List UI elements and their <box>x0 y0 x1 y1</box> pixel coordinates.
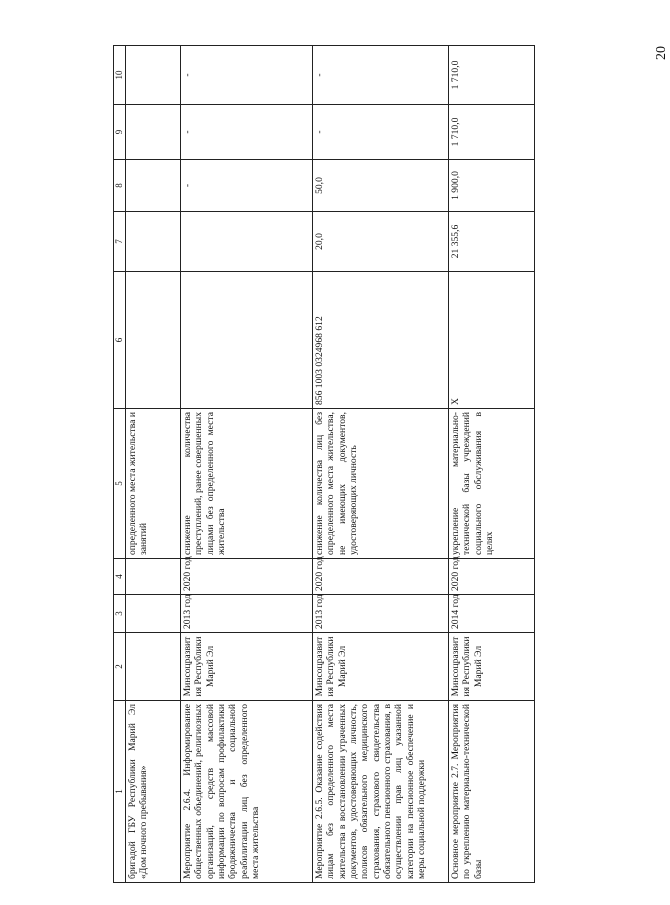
program-table-sheet <box>113 46 538 883</box>
col-header-7: 7 <box>114 212 126 272</box>
end-year-cell: 2020 год <box>449 559 535 595</box>
program-measures-table <box>113 45 535 883</box>
start-year-cell: 2014 год <box>449 595 535 633</box>
measure-name-cell: Мероприятие 2.6.4. Информирование общественных объединений, религиозных организаций, средств массовой информации по вопросам профилактики бродяжничества и социальной реабилитации лиц без определенного места жительства <box>181 701 313 883</box>
year-amount-cell: - <box>181 160 313 212</box>
budget-code-cell: Х <box>449 272 535 409</box>
end-year-cell <box>126 559 181 595</box>
col-header-3: 3 <box>114 595 126 633</box>
measure-name-cell: Основное мероприятие 2.7. Мероприятия по укреплению материально-технической базы <box>449 701 535 883</box>
executor-cell <box>126 633 181 701</box>
expected-result-cell: снижение количества преступлений, ранее совершенных лицами без определенного места жительства <box>181 409 313 559</box>
end-year-cell: 2020 год <box>181 559 313 595</box>
col-header-5: 5 <box>114 409 126 559</box>
measure-name-cell: Мероприятие 2.6.5. Оказание содействия лицам без определенного места жительства в восстановлении утраченных документов, удостоверяющих личность, полисов обязательного медицинского страхования, страхового свидетельства обязательного пенсионного страхования, в осуществлении прав лиц указанной категории на пенсионное обеспечение и меры социальной поддержки <box>313 701 449 883</box>
col-header-4: 4 <box>114 559 126 595</box>
total-amount-cell: 21 355,6 <box>449 212 535 272</box>
col-header-2: 2 <box>114 633 126 701</box>
start-year-cell: 2013 год <box>181 595 313 633</box>
total-amount-cell: 20,0 <box>313 212 449 272</box>
table-row <box>181 46 313 883</box>
year-amount-cell: - <box>181 105 313 160</box>
measure-name-cell: бригадой ГБУ Республики Марий Эл «Дом ночного пребывания» <box>126 701 181 883</box>
expected-result-cell: укрепление материально-технической базы учреждений социального обслуживания в целях <box>449 409 535 559</box>
col-header-6: 6 <box>114 272 126 409</box>
total-amount-cell <box>126 212 181 272</box>
executor-cell: Минсоцразвития Республики Марий Эл <box>313 633 449 701</box>
col-header-1: 1 <box>114 701 126 883</box>
year-amount-cell: 50,0 <box>313 160 449 212</box>
page-number: 20 <box>654 46 669 60</box>
year-amount-cell <box>126 46 181 105</box>
year-amount-cell: 1 710,0 <box>449 105 535 160</box>
year-amount-cell: - <box>181 46 313 105</box>
expected-result-cell: снижение количества лиц без определенного места жительства, не имеющих документов, удостоверяющих личность <box>313 409 449 559</box>
executor-cell: Минсоцразвития Республики Марий Эл <box>449 633 535 701</box>
total-amount-cell <box>181 212 313 272</box>
col-header-8: 8 <box>114 160 126 212</box>
year-amount-cell: 1 710,0 <box>449 46 535 105</box>
executor-cell: Минсоцразвития Республики Марий Эл <box>181 633 313 701</box>
budget-code-cell: 856 1003 0324968 612 <box>313 272 449 409</box>
end-year-cell: 2020 год <box>313 559 449 595</box>
table-row <box>126 46 181 883</box>
budget-code-cell <box>126 272 181 409</box>
year-amount-cell <box>126 160 181 212</box>
col-header-10: 10 <box>114 46 126 105</box>
col-header-9: 9 <box>114 105 126 160</box>
year-amount-cell <box>126 105 181 160</box>
table-row <box>449 46 535 883</box>
year-amount-cell: - <box>313 105 449 160</box>
expected-result-cell: определенного места жительства и занятий <box>126 409 181 559</box>
start-year-cell: 2013 год <box>313 595 449 633</box>
start-year-cell <box>126 595 181 633</box>
year-amount-cell: 1 900,0 <box>449 160 535 212</box>
table-row <box>313 46 449 883</box>
header-row <box>114 46 126 883</box>
year-amount-cell: - <box>313 46 449 105</box>
budget-code-cell <box>181 272 313 409</box>
